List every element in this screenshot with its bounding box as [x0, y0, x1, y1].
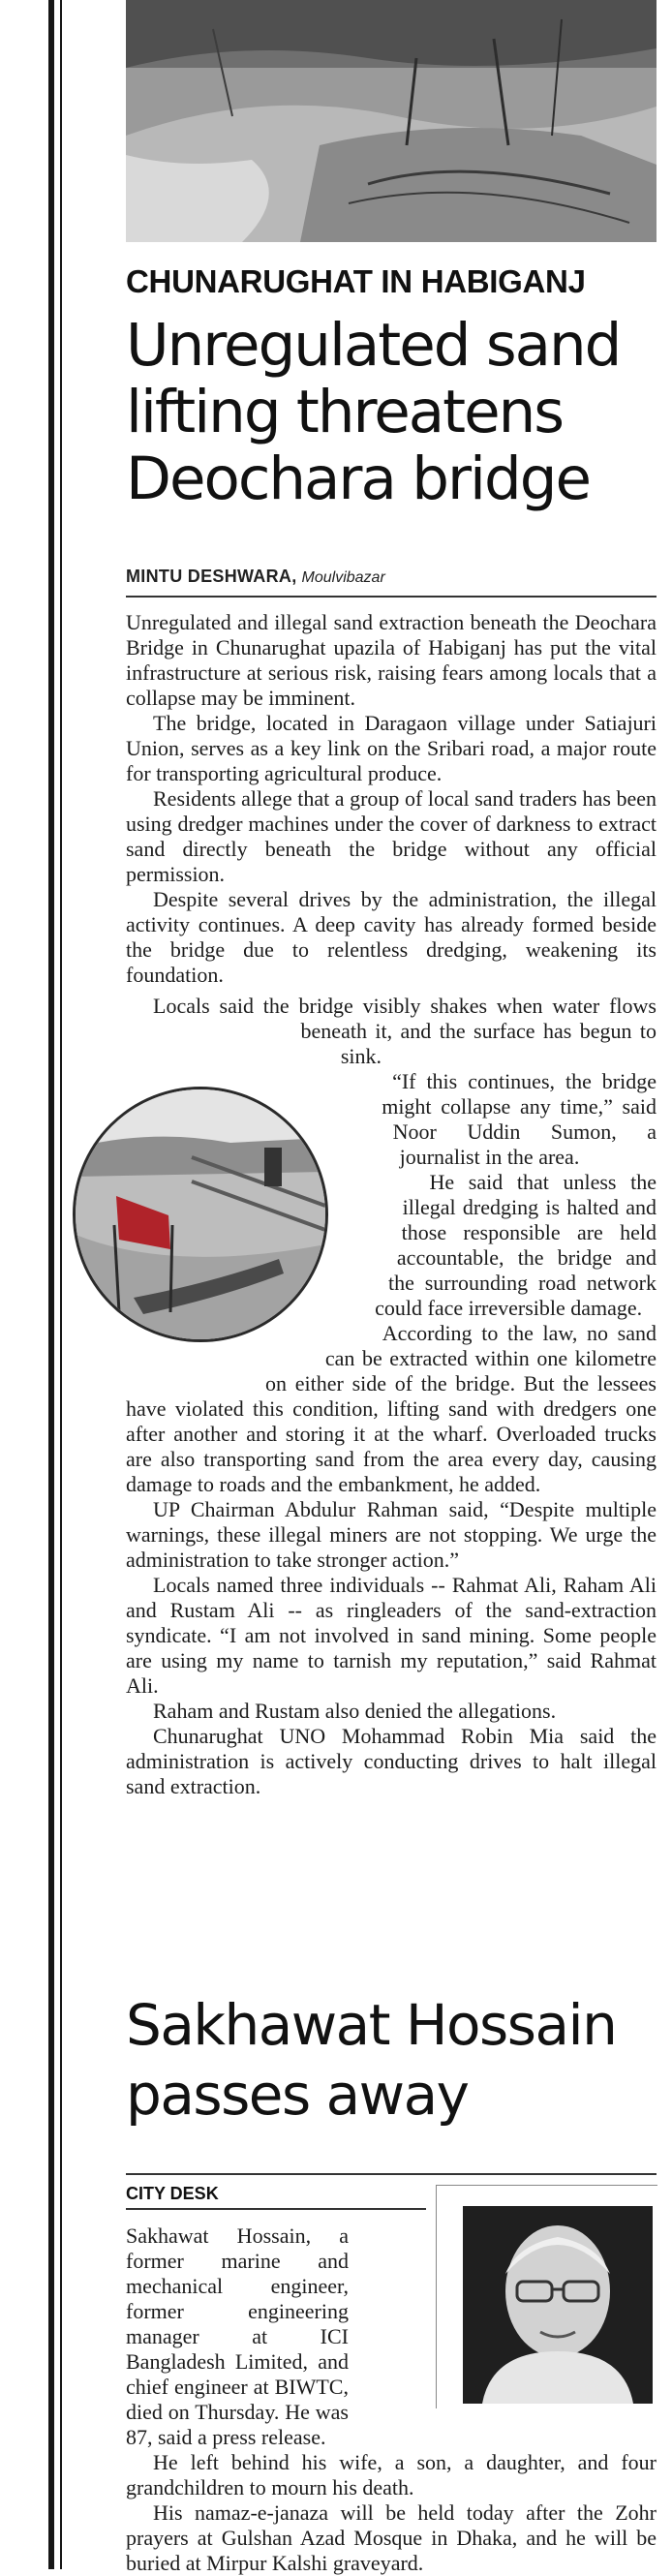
story1-paragraph: The bridge, located in Daragaon village under Satiajuri Union, serves as a key link on the Sribari road, a major route for transporting agricultural produce. — [126, 711, 657, 785]
desk-rule — [126, 2208, 426, 2210]
story1-paragraph: According to the law, no sand can be extracted within one kilometre on either side of the bridge. But the lessees have violated this condition, lifting sand with dredgers one after another and storing it at the wharf. Overloaded trucks are also transporting sand from the area every day, causing damage to roads and the embankment, he added. — [126, 1321, 657, 1496]
headline — [126, 312, 668, 512]
story1-paragraph: Raham and Rustam also denied the allegations. — [153, 1699, 557, 1723]
section-rule — [126, 2173, 657, 2175]
photo-icon — [126, 0, 657, 242]
byline-rule — [126, 596, 657, 598]
story1-paragraph: Locals said the bridge visibly shakes when water flows beneath it, and the surface has begun to sink. — [153, 994, 657, 1068]
story1-paragraph: “If this continues, the bridge might collapse any time,” said Noor Uddin Sumon, a journalist in the area. — [382, 1069, 657, 1169]
headline-2-line: passes away — [126, 2062, 469, 2128]
byline — [126, 567, 657, 587]
desk-label: CITY DESK — [126, 2184, 219, 2203]
kicker: CHUNARUGHAT IN HABIGANJ — [126, 263, 586, 299]
story1-paragraph: He said that unless the illegal dredging is halted and those responsible are held accountable, the bridge and the surrounding road network could face irreversible damage. — [375, 1170, 657, 1320]
story2-paragraph: His namaz-e-janaza will be held today after the Zohr prayers at Gulshan Azad Mosque in Dhaka, and he will be buried at Mirpur Kalshi graveyard. — [126, 2500, 657, 2575]
story2-paragraph: Sakhawat Hossain, a former marine and mechanical engineer, former engineering manager at ICI Bangladesh Limited, and chief engineer at BIWTC, died on Thursday. He was 87, said a press release. — [126, 2223, 349, 2449]
headline-line: Deochara bridge — [126, 445, 590, 513]
byline-place: Moulvibazar — [301, 569, 385, 586]
story2-paragraph: He left behind his wife, a son, a daughter, and four grandchildren to mourn his death. — [126, 2450, 657, 2499]
story1-paragraph: Locals named three individuals -- Rahmat Ali, Raham Ali and Rustam Ali -- as ringleaders of the sand-extraction syndicate. “I am not involved in sand mining. Some people are using my name to tarnish my reputation,” said Rahmat Ali. — [126, 1573, 657, 1698]
column-rule-thin — [60, 0, 62, 2569]
column-rule-thick — [48, 0, 54, 2569]
top-photo — [126, 0, 657, 242]
headline-2-line: Sakhawat Hossain — [126, 1992, 617, 2058]
story1-paragraph: Despite several drives by the administration, the illegal activity continues. A deep cavity has already formed beside the bridge due to relentless dredging, weakening its foundation. — [126, 887, 657, 987]
portrait-wrap-shape — [349, 2223, 657, 2425]
story1-paragraph: Chunarughat UNO Mohammad Robin Mia said the administration is actively conducting drives to halt illegal sand extraction. — [126, 1724, 657, 1798]
story2-body — [126, 2223, 657, 2576]
byline-name: MINTU DESHWARA, — [126, 567, 297, 586]
headline-line: lifting threatens — [126, 378, 564, 446]
story1-paragraph: UP Chairman Abdulur Rahman said, “Despite multiple warnings, these illegal miners are not stopping. We urge the administration to take stronger action.” — [126, 1497, 657, 1572]
headline-2 — [126, 1990, 668, 2130]
story1-paragraph: Residents allege that a group of local sand traders has been using dredger machines under the cover of darkness to extract sand directly beneath the bridge without any official permission. — [126, 786, 657, 886]
story1-paragraph: Unregulated and illegal sand extraction beneath the Deochara Bridge in Chunarughat upazila of Habiganj has put the vital infrastructure at serious risk, raising fears among locals that a collapse may be imminent. — [126, 610, 657, 710]
story1-body — [126, 610, 657, 1799]
headline-line: Unregulated sand — [126, 311, 621, 380]
